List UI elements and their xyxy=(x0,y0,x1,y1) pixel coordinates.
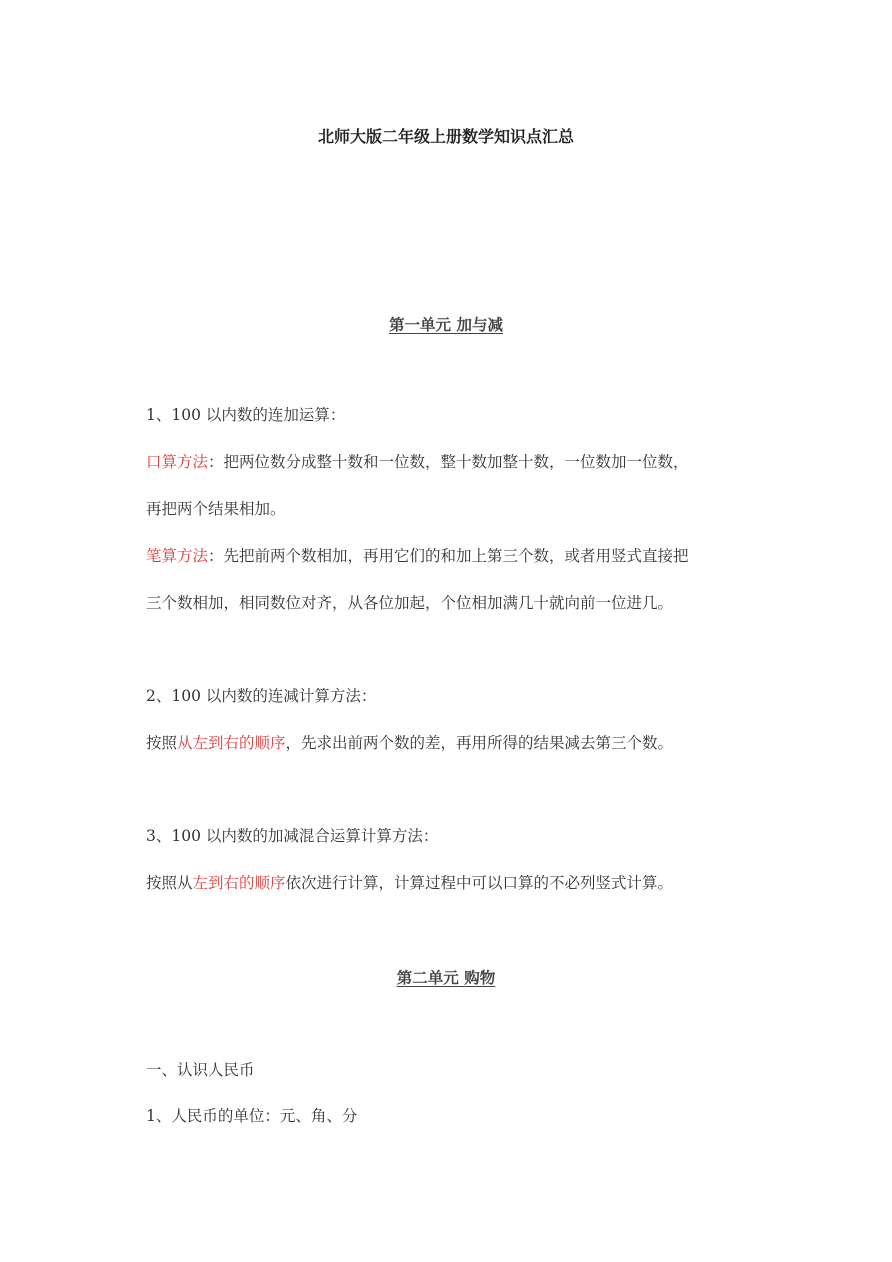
written-method-text: ：先把前两个数相加，再用它们的和加上第三个数，或者用竖式直接把 xyxy=(208,547,689,565)
written-method-line2: 三个数相加，相同数位对齐，从各位加起，个位相加满几十就向前一位进几。 xyxy=(146,594,674,612)
item3-prefix: 按照从 xyxy=(146,874,193,892)
item3-highlight: 左到右的顺序 xyxy=(192,874,286,892)
unit1-item2-text xyxy=(146,733,673,753)
unit2-heading: 第二单元 购物 xyxy=(396,969,496,987)
oral-method-line1 xyxy=(146,452,689,472)
unit1-item2-title: 2、100 以内数的连减计算方法： xyxy=(146,687,377,705)
written-method-label: 笔算方法 xyxy=(146,547,209,565)
item2-prefix: 按照 xyxy=(146,734,178,752)
item2-suffix: ，先求出前两个数的差，再用所得的结果减去第三个数。 xyxy=(285,734,674,752)
unit1-item3-text xyxy=(146,873,673,893)
oral-method-text: ：把两位数分成整十数和一位数，整十数加整十数，一位数加一位数， xyxy=(208,453,689,471)
item2-highlight: 从左到右的顺序 xyxy=(177,734,286,752)
oral-method-line2: 再把两个结果相加。 xyxy=(146,500,286,518)
document-title: 北师大版二年级上册数学知识点汇总 xyxy=(317,127,574,146)
unit1-heading: 第一单元 加与减 xyxy=(389,316,503,334)
unit1-item1-title: 1、100 以内数的连加运算： xyxy=(146,406,346,424)
unit2-part1-title: 一、认识人民币 xyxy=(146,1061,255,1079)
unit2-item1: 1、人民币的单位：元、角、分 xyxy=(146,1107,358,1125)
unit1-item3-title: 3、100 以内数的加减混合运算计算方法： xyxy=(146,827,439,845)
item3-suffix: 依次进行计算，计算过程中可以口算的不必列竖式计算。 xyxy=(285,874,674,892)
written-method-line1 xyxy=(146,546,689,566)
oral-method-label: 口算方法 xyxy=(146,453,209,471)
